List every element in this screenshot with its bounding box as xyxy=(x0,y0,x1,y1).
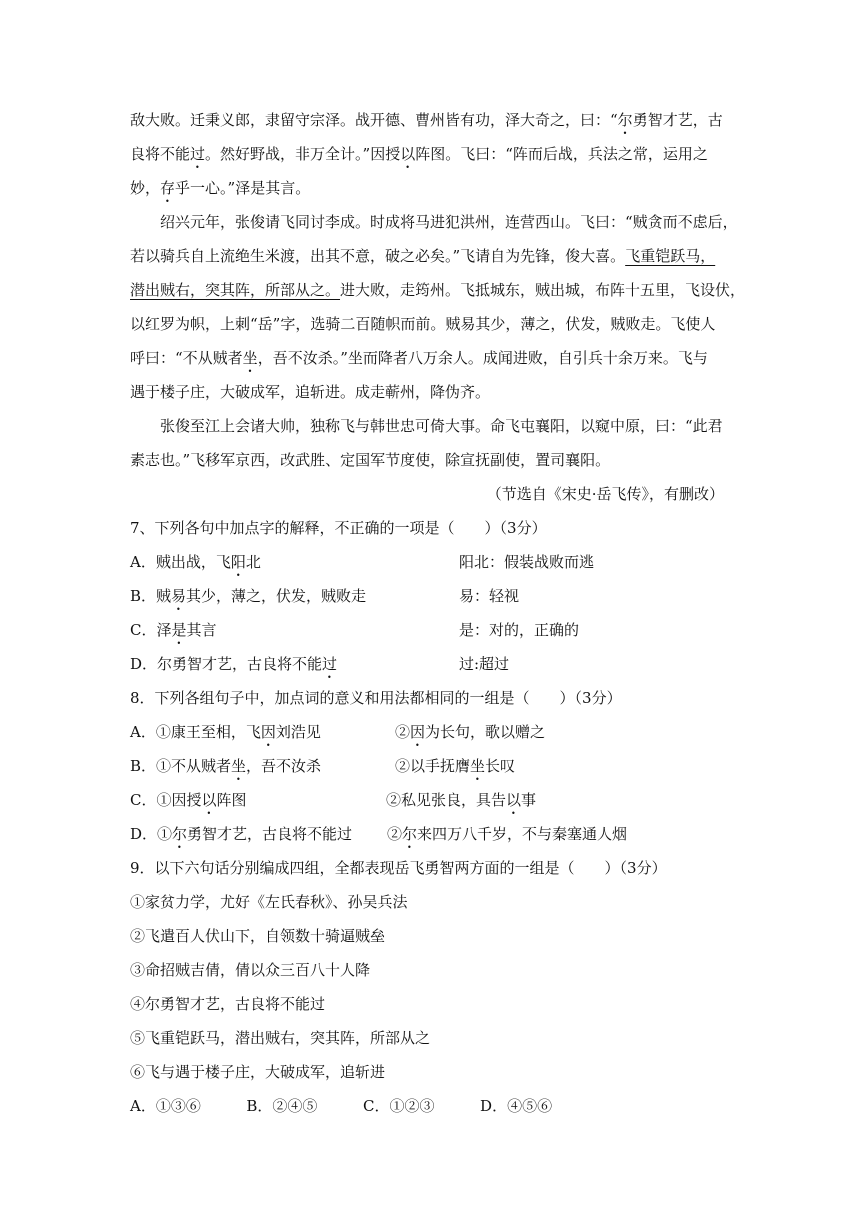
emphasis-char: 尔 xyxy=(172,825,188,843)
emphasis-char: 是 xyxy=(171,621,187,639)
q8-option-a: A．①康王至相，飞因刘浩见 xyxy=(130,723,321,741)
q7-option-a: A．贼出战，飞阳北 xyxy=(130,553,261,571)
q9-stem: 9．以下六句话分别编成四组，全都表现岳飞勇智两方面的一组是（ ）（3分） xyxy=(130,859,667,877)
emphasis-char: 以 xyxy=(506,791,522,809)
q9-item: ②飞遣百人伏山下，自领数十骑逼贼垒 xyxy=(130,927,386,945)
emphasis-char: 易 xyxy=(171,587,187,605)
q8-option-b: B．①不从贼者坐，吾不汝杀 xyxy=(130,757,322,775)
q7-stem: 7、下列各句中加点字的解释，不正确的一项是（ ）（3分） xyxy=(130,519,547,537)
emphasis-char: 以 xyxy=(201,791,217,809)
q8-option-a-second: ②因为长句，歌以赠之 xyxy=(395,723,546,741)
passage-p2-line1: 绍兴元年，张俊请飞同讨李成。时成将马进犯洪州，连营西山。飞曰：“贼贪而不虑后， xyxy=(160,213,738,231)
q9-option-c[interactable]: C．①②③ xyxy=(363,1097,435,1115)
q7-option-b: B．贼易其少，薄之，伏发，贼败走 xyxy=(130,587,367,605)
q8-option-b-second: ②以手抚膺坐长叹 xyxy=(395,757,516,775)
emphasis-char: 以 xyxy=(400,145,416,163)
q7-option-c: C．泽是其言 xyxy=(130,621,217,639)
q7-option-d-explanation: 过:超过 xyxy=(459,655,510,673)
emphasis-char: 因 xyxy=(260,723,276,741)
q7-option-b-explanation: 易：轻视 xyxy=(459,587,520,605)
q9-item: ⑥飞与遇于楼子庄，大破成军，追斩进 xyxy=(130,1063,386,1081)
q9-option-b[interactable]: B．②④⑤ xyxy=(246,1097,318,1115)
q9-item: ①家贫力学，尤好《左氏春秋》、孙吴兵法 xyxy=(130,893,408,911)
q7-option-d: D．尔勇智才艺，古良将不能过 xyxy=(130,655,338,673)
q9-options xyxy=(130,1096,552,1116)
emphasis-char: 尔 xyxy=(402,825,418,843)
q9-item: ⑤飞重铠跃马，潜出贼右，突其阵，所部从之 xyxy=(130,1029,431,1047)
passage-p2-line2: 若以骑兵自上流绝生米渡，出其不意，破之必矣。”飞请自为先锋，俊大喜。飞重铠跃马， xyxy=(130,247,716,265)
passage-p2-line3: 潜出贼右，突其阵，所部从之。进大败，走筠州。飞抵城东，贼出城，布阵十五里，飞设伏， xyxy=(130,281,746,299)
q8-option-c-second: ②私见张良，具告以事 xyxy=(386,791,537,809)
passage-p2-line6: 遇于楼子庄，大破成军，追斩进。成走蕲州，降伪齐。 xyxy=(130,383,491,401)
passage-p2-line4: 以红罗为帜，上刺“岳”字，选骑二百随帜而前。贼易其少，薄之，伏发，贼败走。飞使人 xyxy=(130,315,716,333)
passage-p3-line2: 素志也。”飞移军京西，改武胜、定国军节度使，除宣抚副使，置司襄阳。 xyxy=(130,451,611,469)
emphasis-char: 阳 xyxy=(230,553,246,571)
emphasis-char: 坐 xyxy=(231,757,247,775)
q8-option-d: D．①尔勇智才艺，古良将不能过 xyxy=(130,825,353,843)
q9-option-d[interactable]: D．④⑤⑥ xyxy=(480,1097,553,1115)
underlined-sentence: 飞重铠跃马， xyxy=(625,247,716,265)
q9-item: ③命招贼吉倩，倩以众三百八十人降 xyxy=(130,961,371,979)
passage-p1-line2: 良将不能过。然好野战，非万全计。”因授以阵图。飞曰：“阵而后战，兵法之常，运用之 xyxy=(130,145,708,163)
q9-item: ④尔勇智才艺，古良将不能过 xyxy=(130,995,326,1013)
q8-option-d-second: ②尔来四万八千岁，不与秦塞通人烟 xyxy=(387,825,628,843)
q7-option-a-explanation: 阳北：假装战败而逃 xyxy=(459,553,595,571)
emphasis-char: 尔 xyxy=(617,111,633,129)
q7-option-c-explanation: 是：对的，正确的 xyxy=(459,621,580,639)
emphasis-char: 过 xyxy=(190,145,206,163)
passage-p1-line1: 敌大败。迁秉义郎，隶留守宗泽。战开德、曹州皆有功，泽大奇之，曰：“尔勇智才艺，古 xyxy=(130,111,723,129)
q8-option-c: C．①因授以阵图 xyxy=(130,791,247,809)
passage-p3-line1: 张俊至江上会诸大帅，独称飞与韩世忠可倚大事。命飞屯襄阳，以窥中原，曰：“此君 xyxy=(160,417,723,435)
emphasis-char: 因 xyxy=(410,723,426,741)
q8-stem: 8．下列各组句子中，加点词的意义和用法都相同的一组是（ ）（3分） xyxy=(130,689,622,707)
emphasis-char: 坐 xyxy=(242,349,258,367)
emphasis-char: 坐 xyxy=(470,757,486,775)
emphasis-char: 存 xyxy=(160,179,176,197)
passage-p1-line3: 妙，存乎一心。”泽是其言。 xyxy=(130,179,311,197)
emphasis-char: 过 xyxy=(322,655,338,673)
passage-source: （节选自《宋史·岳飞传》，有删改） xyxy=(486,485,724,503)
q9-option-a[interactable]: A．①③⑥ xyxy=(130,1097,201,1115)
underlined-sentence: 潜出贼右，突其阵，所部从之。 xyxy=(130,281,341,299)
passage-p2-line5: 呼曰：“不从贼者坐，吾不汝杀。”坐而降者八万余人。成闻进败，自引兵十余万来。飞与 xyxy=(130,349,708,367)
